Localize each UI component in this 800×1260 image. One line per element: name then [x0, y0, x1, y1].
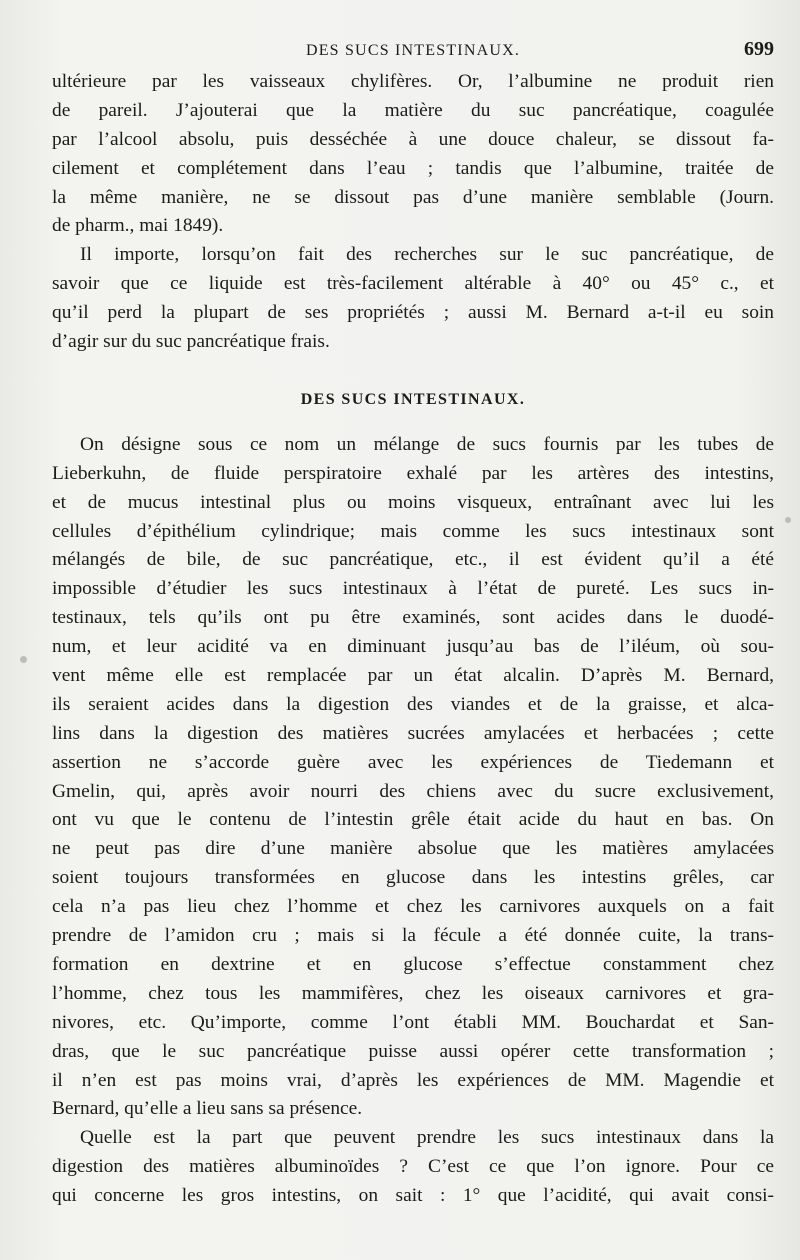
text-line: de pharm., mai 1849).: [52, 215, 224, 237]
paragraph-4: [52, 1124, 774, 1211]
text-line: prendre de l’amidon cru ; mais si la fécule a été donnée cuite, la trans-: [52, 925, 774, 947]
page-header: [52, 38, 774, 66]
text-line: soient toujours transformées en glucose dans les intestins grêles, car: [52, 867, 774, 889]
text-line: ils seraient acides dans la digestion des viandes et de la graisse, et alca-: [52, 693, 774, 715]
text-line: impossible d’étudier les sucs intestinaux à l’état de pureté. Les sucs in-: [52, 578, 774, 600]
text-line: il n’en est pas moins vrai, d’après les expériences de MM. Magendie et: [52, 1069, 774, 1091]
text-line: formation en dextrine et en glucose s’effectue constamment chez: [52, 953, 774, 975]
text-line: cilement et complétement dans l’eau ; tandis que l’albumine, traitée de: [52, 157, 774, 179]
text-line: d’agir sur du suc pancréatique frais.: [52, 331, 330, 353]
text-line: Lieberkuhn, de fluide perspiratoire exhalé par les artères des intestins,: [52, 462, 774, 484]
text-line: qui concerne les gros intestins, on sait : 1° que l’acidité, qui avait consi-: [52, 1185, 774, 1207]
text-line: cela n’a pas lieu chez l’homme et chez les carnivores auxquels on a fait: [52, 896, 774, 918]
text-line: digestion des matières albuminoïdes ? C’est ce que l’on ignore. Pour ce: [52, 1156, 774, 1178]
paper-spot: [785, 517, 791, 523]
text-line: nivores, etc. Qu’importe, comme l’ont établi MM. Bouchardat et San-: [52, 1011, 774, 1033]
section-heading: DES SUCS INTESTINAUX.: [300, 390, 526, 408]
text-line: On désigne sous ce nom un mélange de sucs fournis par les tubes de: [80, 433, 774, 455]
paragraph-2: [52, 241, 774, 357]
text-line: lins dans la digestion des matières sucrées amylacées et herbacées ; cette: [52, 722, 774, 744]
paper-spot: [20, 656, 27, 663]
text-line: Il importe, lorsqu’on fait des recherches sur le suc pancréatique, de: [80, 244, 774, 266]
text-line: mélangés de bile, de suc pancréatique, etc., il est évident qu’il a été: [52, 549, 774, 571]
text-line: cellules d’épithélium cylindrique; mais comme les sucs intestinaux sont: [52, 520, 774, 542]
text-line: Quelle est la part que peuvent prendre les sucs intestinaux dans la: [80, 1127, 774, 1149]
text-line: ultérieure par les vaisseaux chylifères. Or, l’albumine ne produit rien: [52, 71, 774, 92]
text-line: assertion ne s’accorde guère avec les expériences de Tiedemann et: [52, 751, 774, 773]
text-line: Gmelin, qui, après avoir nourri des chiens avec du sucre exclusivement,: [52, 780, 774, 802]
text-line: ne peut pas dire d’une manière absolue que les matières amylacées: [52, 838, 774, 860]
text-line: dras, que le suc pancréatique puisse aussi opérer cette transformation ;: [52, 1040, 774, 1062]
text-line: vent même elle est remplacée par un état alcalin. D’après M. Bernard,: [52, 665, 774, 687]
paragraph-1: [52, 68, 774, 241]
text-line: testinaux, tels qu’ils ont pu être examinés, sont acides dans le duodé-: [52, 607, 774, 629]
text-line: par l’alcool absolu, puis desséchée à une douce chaleur, se dissout fa-: [52, 128, 774, 150]
text-line: qu’il perd la plupart de ses propriétés ; aussi M. Bernard a-t-il eu soin: [52, 302, 774, 324]
text-line: la même manière, ne se dissout pas d’une manière semblable (Journ.: [52, 186, 774, 208]
text-line: savoir que ce liquide est très-facilement altérable à 40° ou 45° c., et: [52, 273, 774, 295]
text-line: de pareil. J’ajouterai que la matière du suc pancréatique, coagulée: [52, 99, 774, 121]
text-line: et de mucus intestinal plus ou moins visqueux, entraînant avec lui les: [52, 491, 774, 513]
running-head: DES SUCS INTESTINAUX.: [305, 42, 521, 59]
text-line: num, et leur acidité va en diminuant jusqu’au bas de l’iléum, où sou-: [52, 636, 774, 658]
paragraph-3: [52, 431, 774, 1124]
text-line: l’homme, chez tous les mammifères, chez les oiseaux carnivores et gra-: [52, 982, 774, 1004]
page-number: 699: [744, 38, 774, 60]
body-text: [52, 68, 774, 1211]
text-line: ont vu que le contenu de l’intestin grêle était acide du haut en bas. On: [52, 809, 774, 831]
text-line: Bernard, qu’elle a lieu sans sa présence.: [52, 1098, 363, 1120]
